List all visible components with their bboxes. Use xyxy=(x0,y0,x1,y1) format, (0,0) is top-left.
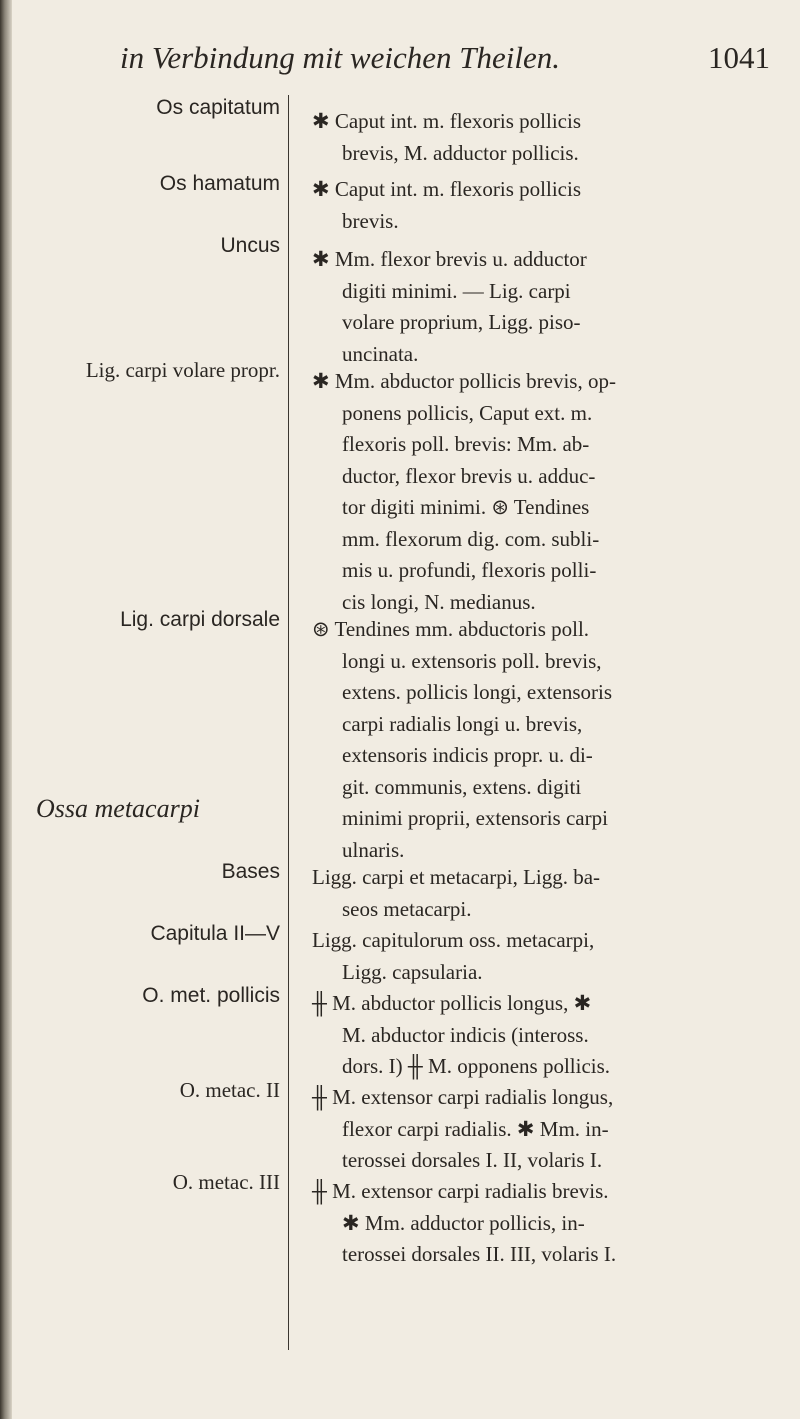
entry-line: ╫ M. abductor pollicis longus, ✱ xyxy=(312,991,592,1015)
page-header xyxy=(120,40,780,76)
entry-line: cis longi, N. medianus. xyxy=(342,589,536,614)
entry-line: ulnaris. xyxy=(342,837,405,862)
entry-line: mis u. profundi, flexoris polli- xyxy=(342,558,597,582)
entry-caput-int-2 xyxy=(312,174,772,237)
label-os-capitatum: Os capitatum xyxy=(156,96,280,119)
entry-line: mm. flexorum dig. com. subli- xyxy=(342,526,600,551)
entry-line: ponens pollicis, Caput ext. m. xyxy=(342,400,593,425)
entry-line: ⊛ Tendines mm. abductoris poll. xyxy=(312,617,590,641)
entry-line: carpi radialis longi u. brevis, xyxy=(342,711,583,736)
entry-tendines xyxy=(312,614,772,866)
entry-line: minimi proprii, extensoris carpi xyxy=(342,806,608,830)
entry-line: digiti minimi. — Lig. carpi xyxy=(342,278,571,303)
entry-line: volare proprium, Ligg. piso- xyxy=(342,310,581,334)
entry-line: brevis, M. adductor pollicis. xyxy=(342,140,579,165)
entry-abductor-pollicis xyxy=(312,366,772,618)
label-capitula: Capitula II—V xyxy=(150,922,280,945)
entry-line: ✱ Caput int. m. flexoris pollicis xyxy=(312,109,581,133)
entry-line: uncinata. xyxy=(342,341,419,366)
label-o-metac-ii: O. metac. II xyxy=(179,1078,280,1102)
entry-line: git. communis, extens. digiti xyxy=(342,774,582,799)
entry-line: extensoris indicis propr. u. di- xyxy=(342,743,593,767)
entry-caput-int-1 xyxy=(312,106,772,169)
entry-line: ductor, flexor brevis u. adduc- xyxy=(342,463,596,488)
label-os-hamatum: Os hamatum xyxy=(159,172,280,195)
entry-line: tor digiti minimi. ⊛ Tendines xyxy=(342,495,590,519)
entry-line: flexoris poll. brevis: Mm. ab- xyxy=(342,432,590,456)
running-title: in Verbindung mit weichen Theilen. xyxy=(120,40,560,75)
entry-line: extens. pollicis longi, extensoris xyxy=(342,680,613,704)
entry-ligg-capitulorum xyxy=(312,925,772,988)
label-lig-carpi-volare: Lig. carpi volare propr. xyxy=(85,358,280,382)
book-spine-shadow xyxy=(0,0,12,1419)
entry-line: ✱ Mm. abductor pollicis brevis, op- xyxy=(312,369,616,393)
entry-line: terossei dorsales I. II, volaris I. xyxy=(342,1148,603,1172)
entry-line: ✱ Mm. adductor pollicis, in- xyxy=(342,1210,585,1235)
entry-line: Ligg. capitulorum oss. metacarpi, xyxy=(312,928,595,952)
label-o-met-pollicis: O. met. pollicis xyxy=(142,984,280,1007)
section-heading-ossa-metacarpi: Ossa metacarpi xyxy=(36,794,200,823)
label-lig-carpi-dorsale: Lig. carpi dorsale xyxy=(120,608,280,631)
entry-line: ✱ Mm. flexor brevis u. adductor xyxy=(312,247,587,271)
entry-line: flexor carpi radialis. ✱ Mm. in- xyxy=(342,1116,609,1141)
entry-line: seos metacarpi. xyxy=(342,896,472,921)
label-uncus: Uncus xyxy=(220,234,280,257)
entry-line: longi u. extensoris poll. brevis, xyxy=(342,648,602,673)
entry-line: brevis. xyxy=(342,208,399,233)
entry-extensor-carpi-radialis-brevis xyxy=(312,1176,772,1271)
label-bases: Bases xyxy=(221,860,280,883)
entry-extensor-carpi-radialis-longus xyxy=(312,1082,772,1177)
page-number: 1041 xyxy=(708,40,770,75)
entry-line: ╫ M. extensor carpi radialis longus, xyxy=(312,1085,614,1109)
entry-flexor-brevis xyxy=(312,244,772,370)
label-o-metac-iii: O. metac. III xyxy=(172,1170,280,1194)
entry-line: M. abductor indicis (inteross. xyxy=(342,1022,589,1047)
entry-ligg-carpi-metacarpi xyxy=(312,862,772,925)
entry-abductor-pollicis-longus xyxy=(312,988,772,1083)
entry-line: ╫ M. extensor carpi radialis brevis. xyxy=(312,1179,609,1203)
entry-line: Ligg. carpi et metacarpi, Ligg. ba- xyxy=(312,865,601,889)
entry-line: Ligg. capsularia. xyxy=(342,959,483,984)
entry-line: terossei dorsales II. III, volaris I. xyxy=(342,1242,617,1266)
entry-line: ✱ Caput int. m. flexoris pollicis xyxy=(312,177,581,201)
entry-line: dors. I) ╫ M. opponens pollicis. xyxy=(342,1054,611,1078)
column-divider xyxy=(288,95,289,1350)
